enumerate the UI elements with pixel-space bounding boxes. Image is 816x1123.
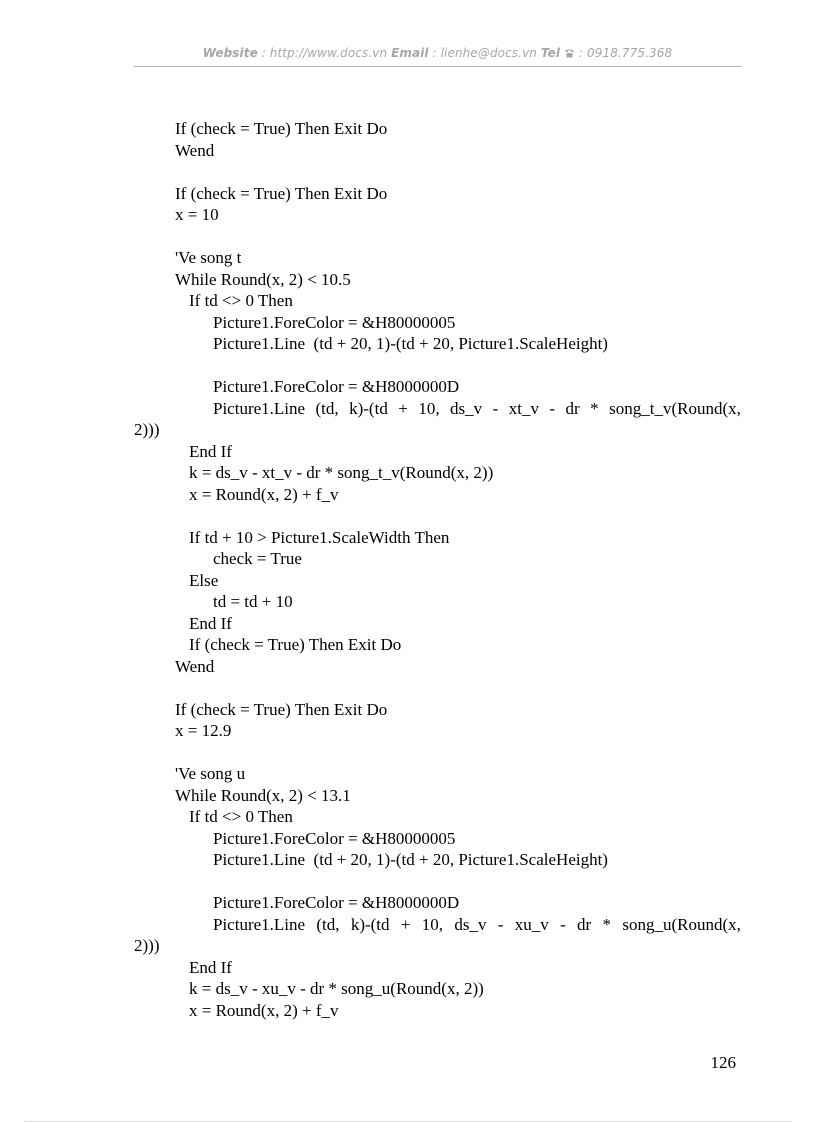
code-line: If td <> 0 Then	[189, 291, 293, 310]
code-line: x = Round(x, 2) + f_v	[189, 1000, 339, 1020]
code-line: While Round(x, 2) < 13.1	[175, 785, 351, 805]
code-word: dr	[577, 914, 592, 934]
code-line: Picture1.ForeColor = &H8000000D	[213, 893, 460, 912]
code-line: x = 12.9	[175, 721, 232, 740]
code-line-continuation: 2)))	[134, 420, 160, 439]
code-line: If td <> 0 Then	[189, 807, 293, 826]
code-word: (td,	[315, 398, 339, 418]
code-word: +	[400, 914, 411, 934]
code-line: td = td + 10	[213, 592, 293, 611]
code-word: song_t_v(Round(x,	[609, 398, 741, 418]
code-word: dr	[565, 398, 580, 418]
website-value: : http://www.docs.vn	[257, 46, 392, 60]
code-word: Picture1.Line	[213, 914, 306, 934]
code-line: x = Round(x, 2) + f_v	[189, 484, 339, 504]
code-word: xt_v	[508, 398, 539, 418]
code-word: 10,	[421, 914, 444, 934]
phone-icon	[564, 46, 579, 60]
code-word: song_u(Round(x,	[622, 914, 741, 934]
code-word: 10,	[418, 398, 440, 418]
tel-value: : 0918.775.368	[578, 46, 673, 60]
code-listing	[134, 118, 741, 1021]
code-line: Picture1.Line (td + 20, 1)-(td + 20, Picture1.ScaleHeight)	[213, 334, 608, 353]
code-line: k = ds_v - xu_v - dr * song_u(Round(x, 2))	[189, 979, 484, 998]
website-label: Website	[202, 46, 258, 60]
blank-line	[134, 871, 741, 893]
code-line: If (check = True) Then Exit Do	[175, 183, 388, 203]
blank-line	[134, 677, 741, 699]
code-word: -	[560, 914, 566, 934]
code-word: ds_v	[450, 398, 483, 418]
code-line: Picture1.Line (td + 20, 1)-(td + 20, Picture1.ScaleHeight)	[213, 850, 608, 869]
code-word: ds_v	[454, 914, 487, 934]
code-line: k = ds_v - xt_v - dr * song_t_v(Round(x, 2))	[189, 463, 494, 482]
code-line: Picture1.ForeColor = &H80000005	[213, 312, 456, 332]
blank-line	[134, 742, 741, 764]
code-line: End If	[189, 441, 232, 461]
tel-label: Tel	[540, 46, 561, 60]
footer-divider	[24, 1121, 792, 1122]
code-line: Wend	[175, 140, 215, 160]
code-word: *	[590, 398, 599, 418]
code-line-justified	[134, 398, 741, 420]
code-word: +	[398, 398, 408, 418]
code-line: If (check = True) Then Exit Do	[175, 699, 388, 719]
code-line: End If	[189, 613, 232, 633]
code-line-continuation: 2)))	[134, 936, 160, 955]
page-number: 126	[710, 1053, 736, 1072]
comment-line: 'Ve song u	[175, 764, 246, 783]
email-value: : lienhe@docs.vn	[428, 46, 541, 60]
blank-line	[134, 505, 741, 527]
code-word: k)-(td	[349, 398, 388, 418]
code-line-justified	[134, 914, 741, 936]
code-word: -	[497, 914, 504, 934]
code-word: k)-(td	[350, 914, 390, 934]
code-line: check = True	[213, 549, 302, 568]
code-word: Picture1.Line	[213, 398, 306, 418]
comment-line: 'Ve song t	[175, 248, 242, 267]
header-divider	[134, 66, 741, 67]
code-line: Picture1.ForeColor = &H8000000D	[213, 377, 460, 396]
code-line: If (check = True) Then Exit Do	[175, 119, 388, 138]
code-line: If td + 10 > Picture1.ScaleWidth Then	[189, 527, 450, 547]
blank-line	[134, 161, 741, 183]
code-line: Wend	[175, 656, 215, 676]
email-label: Email	[391, 46, 429, 60]
code-line: While Round(x, 2) < 10.5	[175, 269, 351, 289]
code-word: *	[602, 914, 612, 934]
code-line: x = 10	[175, 205, 219, 224]
code-line: Picture1.ForeColor = &H80000005	[213, 828, 456, 848]
code-word: (td,	[316, 914, 340, 934]
code-line: If (check = True) Then Exit Do	[189, 635, 402, 654]
page-header	[134, 46, 741, 66]
code-word: -	[492, 398, 499, 418]
blank-line	[134, 355, 741, 377]
code-line: End If	[189, 957, 232, 977]
code-word: xu_v	[514, 914, 549, 934]
code-word: -	[549, 398, 556, 418]
code-line: Else	[189, 570, 219, 590]
blank-line	[134, 226, 741, 248]
